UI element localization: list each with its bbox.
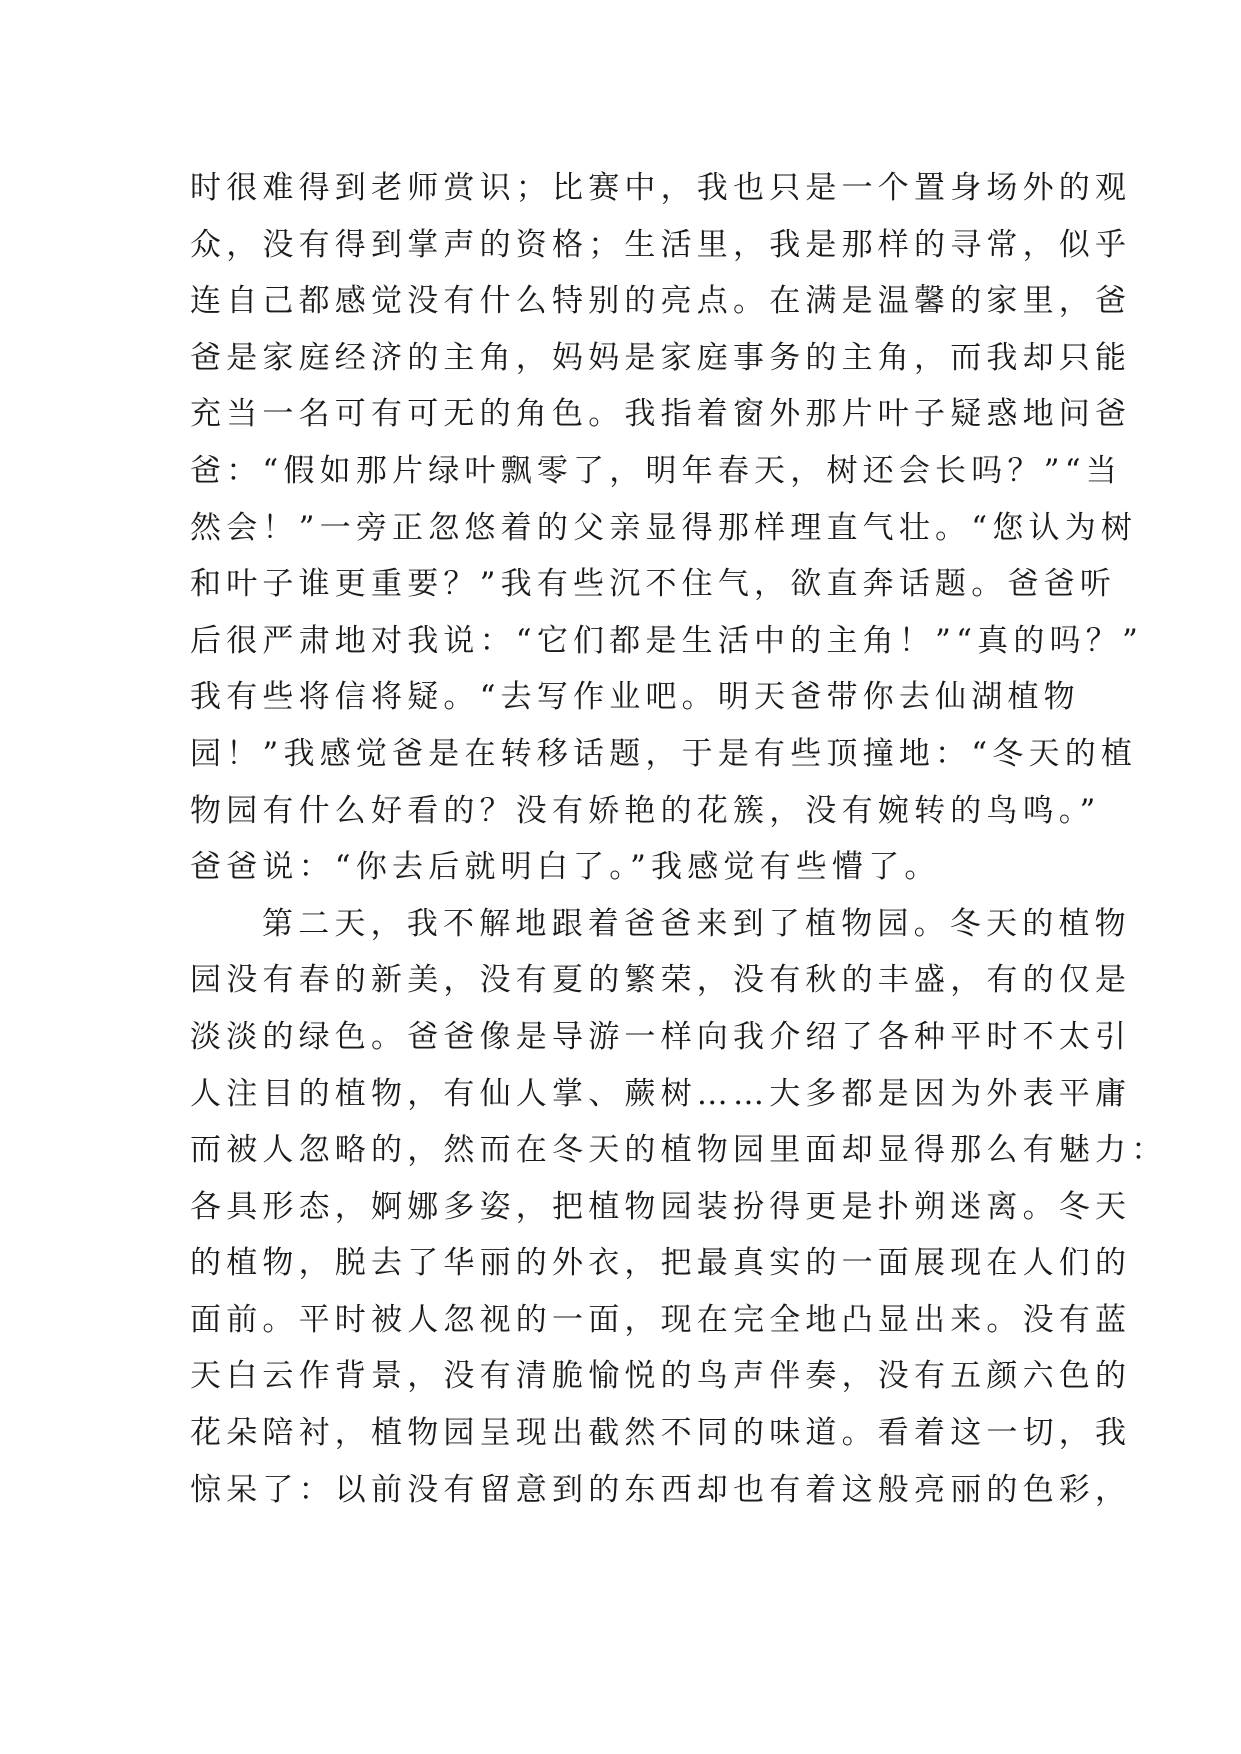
text-line: 后很严肃地对我说：“它们都是生活中的主角！”“真的吗？” xyxy=(190,622,1143,659)
text-line: 爸爸说：“你去后就明白了。”我感觉有些懵了。 xyxy=(190,849,941,886)
text-line: 而被人忽略的，然而在冬天的植物园里面却显得那么有魅力： xyxy=(190,1132,1168,1169)
text-line: 各具形态，婀娜多姿，把植物园装扮得更是扑朔迷离。冬天 xyxy=(190,1188,1132,1225)
text-line: 连自己都感觉没有什么特别的亮点。在满是温馨的家里，爸 xyxy=(190,283,1132,320)
text-line: 淡淡的绿色。爸爸像是导游一样向我介绍了各种平时不太引 xyxy=(190,1018,1132,1055)
text-line: 惊呆了：以前没有留意到的东西却也有着这般亮丽的色彩， xyxy=(190,1471,1132,1508)
text-line: 花朵陪衬，植物园呈现出截然不同的味道。看着这一切，我 xyxy=(190,1415,1132,1452)
text-line: 天白云作背景，没有清脆愉悦的鸟声伴奏，没有五颜六色的 xyxy=(190,1358,1132,1395)
text-line: 众，没有得到掌声的资格；生活里，我是那样的寻常，似乎 xyxy=(190,226,1132,263)
text-line: 时很难得到老师赏识；比赛中，我也只是一个置身场外的观 xyxy=(190,170,1132,206)
text-line: 然会！”一旁正忽悠着的父亲显得那样理直气壮。“您认为树 xyxy=(190,509,1138,546)
text-line: 充当一名可有可无的角色。我指着窗外那片叶子疑惑地问爸 xyxy=(190,396,1132,433)
text-line: 面前。平时被人忽视的一面，现在完全地凸显出来。没有蓝 xyxy=(190,1301,1132,1338)
text-line: 爸：“假如那片绿叶飘零了，明年春天，树还会长吗？”“当 xyxy=(190,452,1122,489)
text-line: 的植物，脱去了华丽的外衣，把最真实的一面展现在人们的 xyxy=(190,1245,1132,1282)
text-line: 和叶子谁更重要？”我有些沉不住气，欲直奔话题。爸爸听 xyxy=(190,566,1117,603)
text-line: 我有些将信将疑。“去写作业吧。明天爸带你去仙湖植物 xyxy=(190,679,1080,716)
text-line: 园没有春的新美，没有夏的繁荣，没有秋的丰盛，有的仅是 xyxy=(190,962,1132,999)
text-line: 人注目的植物，有仙人掌、蕨树……大多都是因为外表平庸 xyxy=(190,1075,1132,1112)
paragraph-first-line: 第二天，我不解地跟着爸爸来到了植物园。冬天的植物 xyxy=(262,905,1131,942)
text-line: 物园有什么好看的？没有娇艳的花簇，没有婉转的鸟鸣。” xyxy=(190,792,1101,829)
text-line: 爸是家庭经济的主角，妈妈是家庭事务的主角，而我却只能 xyxy=(190,339,1132,376)
text-line: 园！”我感觉爸是在转移话题，于是有些顶撞地：“冬天的植 xyxy=(190,735,1138,772)
document-body xyxy=(190,160,1168,1518)
